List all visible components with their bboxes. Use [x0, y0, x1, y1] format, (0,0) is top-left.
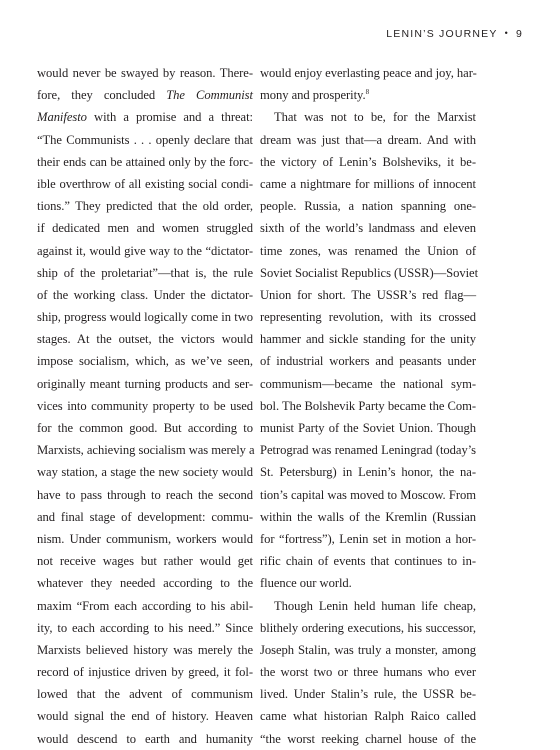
text-line: St. Petersburg) in Lenin’s honor, the na- [260, 465, 476, 480]
text-line: nism. Under communism, workers would [37, 531, 253, 546]
text-line: if dedicated men and women struggled [37, 221, 253, 236]
text-line: hammer and sickle standing for the unity [260, 332, 476, 347]
text-line: would descend to earth and humanity [37, 731, 253, 746]
text-line: lived. Under Stalin’s rule, the USSR be- [260, 687, 476, 702]
text-line: rific chain of events that continues to in- [260, 554, 476, 569]
right-column [260, 62, 479, 750]
text-line: ity, to each according to his need.” Since [37, 620, 253, 635]
text-line: “The Communists . . . openly declare that [37, 132, 253, 147]
text-fragment: with a promise and a threat: [86, 110, 253, 125]
text-line: “the worst reeking charnel house of the [260, 731, 476, 746]
text-line: representing revolution, with its crossed [260, 310, 476, 325]
text-line: people. Russia, a nation spanning one- [260, 199, 476, 214]
text-line: came what historian Ralph Raico called [260, 709, 476, 724]
text-line: not receive wages but rather would get [37, 554, 253, 569]
text-line: would never be swayed by reason. There- [37, 66, 253, 80]
text-line: for the common good. But according to [37, 421, 253, 435]
text-line: of the working class. Under the dictator- [37, 287, 253, 302]
text-line [37, 84, 253, 106]
footnote-marker: 8 [365, 88, 370, 97]
text-line: maxim “From each according to his abil- [37, 598, 253, 613]
text-line: ible overthrow of all existing social condi- [37, 176, 253, 191]
text-line: ship of the proletariat”—that is, the rule [37, 265, 253, 280]
left-column [37, 62, 253, 750]
text-line: of industrial workers and peasants under [260, 354, 476, 369]
text-line: Marxists believed history was merely the [37, 642, 253, 657]
text-line: Petrograd was renamed Leningrad (today’s [260, 443, 476, 458]
text-line [37, 106, 253, 128]
text-line: for “fortress”), Lenin set in motion a hor- [260, 531, 476, 546]
text-line: originally meant turning products and ser- [37, 376, 253, 391]
text-line: the victory of Lenin’s Bolsheviks, it be- [260, 154, 476, 169]
text-line: way station, a stage the new society would [37, 465, 253, 480]
text-line: against it, would give way to the “dictator- [37, 243, 253, 258]
text-fragment: mony and prosperity. [260, 88, 366, 103]
text-line: have to pass through to reach the second [37, 487, 253, 502]
text-line: tion’s capital was moved to Moscow. From [260, 487, 476, 502]
text-line: vices into community property to be used [37, 398, 253, 413]
text-line: their ends can be attained only by the forc- [37, 154, 253, 169]
text-line [260, 84, 476, 106]
text-line: Union for short. The USSR’s red flag— [260, 287, 476, 302]
text-line: lowed that the advent of communism [37, 687, 253, 702]
text-line: tions.” They predicted that the old order, [37, 199, 253, 214]
text-line: Marxists, achieving socialism was merely a [37, 443, 255, 458]
paragraph-first-line: Though Lenin held human life cheap, [274, 598, 476, 613]
text-line: record of injustice driven by greed, it fol- [37, 665, 253, 680]
text-line: would signal the end of history. Heaven [37, 709, 253, 724]
text-line: ship, progress would logically come in two [37, 310, 253, 325]
text-line: communism—became the national sym- [260, 376, 476, 391]
text-line: dream was just that—a dream. And with [260, 132, 476, 147]
text-line: came a nightmare for millions of innocent [260, 176, 476, 191]
text-line: sixth of the world’s landmass and eleven [260, 221, 476, 236]
text-line: and final stage of development: commu- [37, 509, 253, 524]
page-number: 9 [515, 28, 523, 40]
text-line: blithely ordering executions, his successor, [260, 620, 476, 635]
text-fragment: fore, they concluded [37, 88, 167, 103]
chapter-title: LENIN’S JOURNEY [386, 28, 498, 40]
text-line: munist Party of the Soviet Union. Though [260, 421, 476, 435]
text-line: whatever they needed according to the [37, 576, 253, 591]
running-head [386, 28, 523, 40]
text-line: would enjoy everlasting peace and joy, har- [260, 66, 477, 80]
paragraph-first-line: That was not to be, for the Marxist [274, 110, 476, 125]
text-line: Soviet Socialist Republics (USSR)—Soviet [260, 265, 479, 280]
book-title: The Communist [166, 88, 253, 103]
text-line: stages. At the outset, the victors would [37, 332, 253, 347]
text-line: within the walls of the Kremlin (Russian [260, 509, 476, 524]
header-separator: • [504, 28, 509, 38]
text-line: bol. The Bolshevik Party became the Com- [260, 398, 476, 413]
text-line: impose socialism, which, as we’ve seen, [37, 354, 253, 369]
text-line: Joseph Stalin, was truly a monster, among [260, 642, 476, 657]
text-line: the worst two or three humans who ever [260, 665, 476, 680]
text-line: time zones, was renamed the Union of [260, 243, 476, 258]
text-line: fluence our world. [260, 576, 352, 591]
book-title-continued: Manifesto [37, 110, 87, 125]
